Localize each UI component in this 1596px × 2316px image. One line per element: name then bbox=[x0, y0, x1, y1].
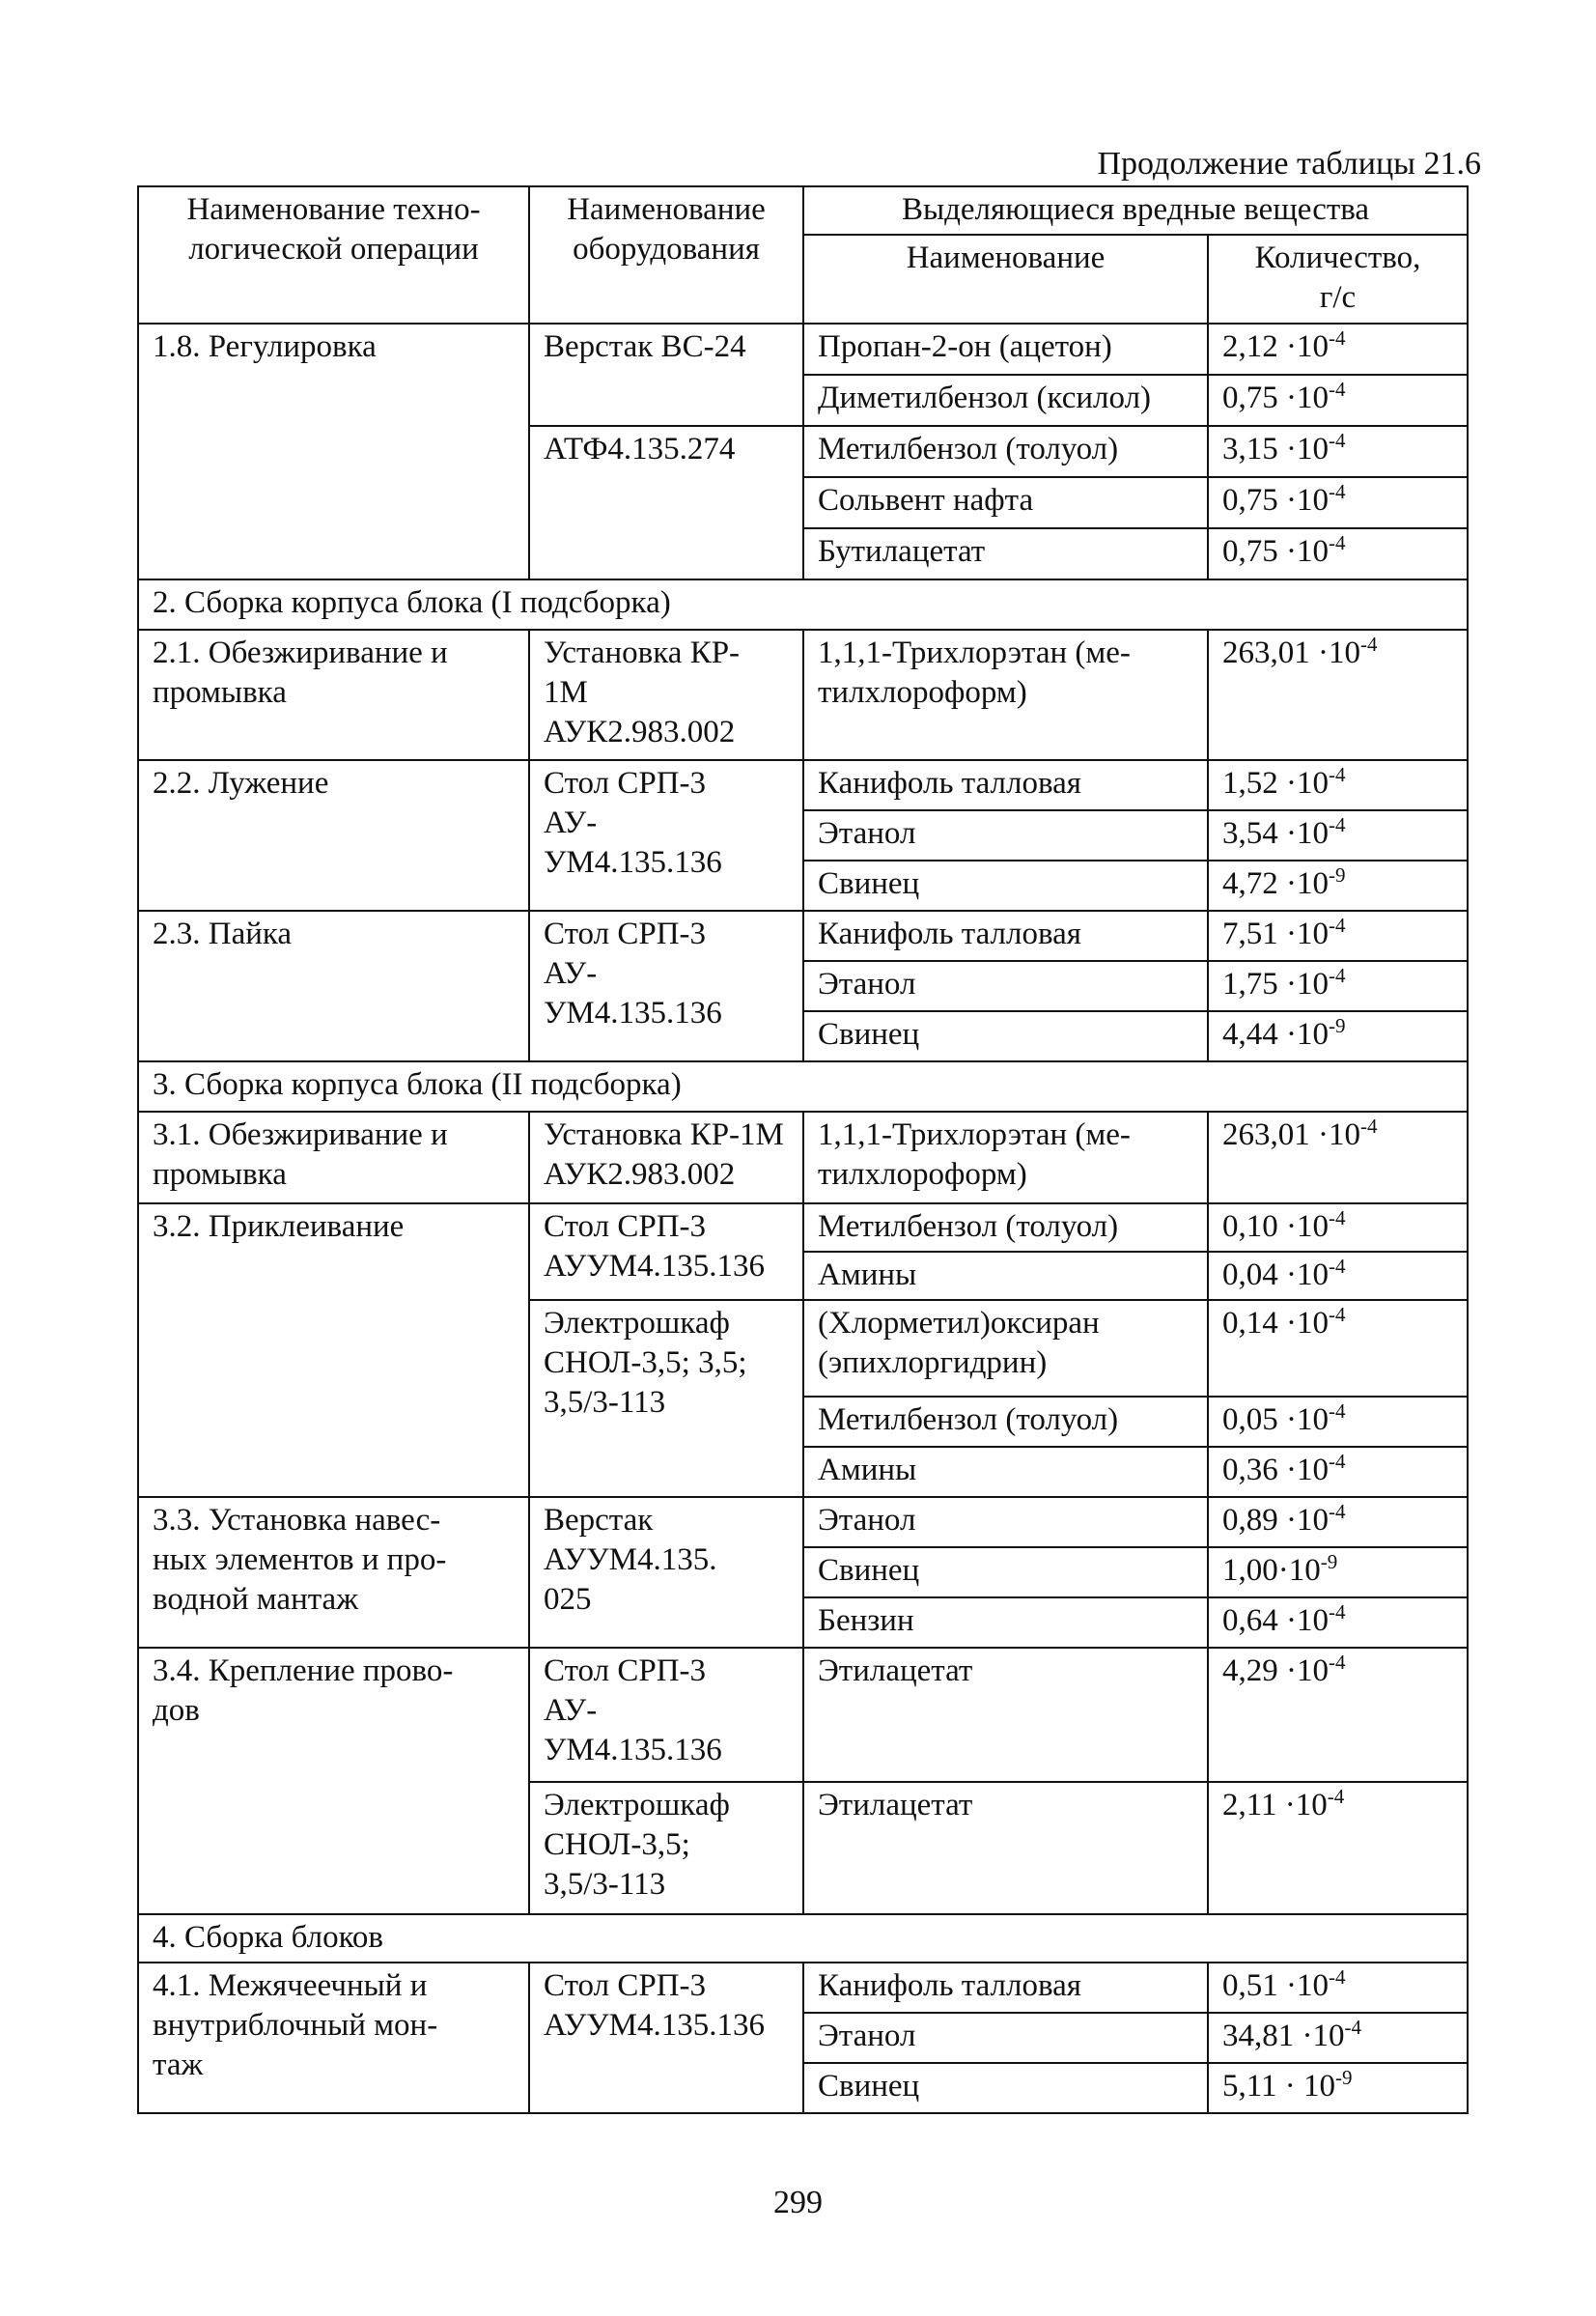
operation-cell: 2.3. Пайка bbox=[138, 911, 529, 1061]
table-row bbox=[138, 1112, 1468, 1203]
quantity-cell: $0,10 \cdot 10^{-4}$ bbox=[1208, 1203, 1468, 1252]
equipment-cell: Стол СРП-3 АУ- УМ4.135.136 bbox=[529, 1648, 803, 1782]
quantity-cell: $2,11 \cdot 10^{-4}$ bbox=[1208, 1782, 1468, 1914]
substance-cell: Свинец bbox=[803, 1011, 1208, 1061]
table-row bbox=[138, 1203, 1468, 1252]
substance-cell: Амины bbox=[803, 1252, 1208, 1300]
operation-cell: 3.3. Установка навес- ных элементов и про- водной мантаж bbox=[138, 1497, 529, 1648]
substance-cell: 1,1,1-Трихлорэтан (ме- тилхлороформ) bbox=[803, 630, 1208, 760]
quantity-cell: $2,12 \cdot 10^{-4}$ bbox=[1208, 324, 1468, 375]
substance-cell: Диметилбензол (ксилол) bbox=[803, 375, 1208, 426]
table-row bbox=[138, 911, 1468, 961]
quantity-cell: $0,51 \cdot 10^{-4}$ bbox=[1208, 1963, 1468, 2013]
substance-cell: Метилбензол (толуол) bbox=[803, 1397, 1208, 1447]
quantity-cell: $263,01 \cdot 10^{-4}$ bbox=[1208, 630, 1468, 760]
substance-cell: Канифоль талловая bbox=[803, 911, 1208, 961]
substance-cell: Свинец bbox=[803, 2063, 1208, 2113]
table-row bbox=[138, 760, 1468, 810]
substance-cell: Метилбензол (толуол) bbox=[803, 426, 1208, 477]
substance-cell: Этанол bbox=[803, 2013, 1208, 2063]
substance-cell: Этанол bbox=[803, 1497, 1208, 1547]
section-row bbox=[138, 1914, 1468, 1963]
table-row bbox=[138, 630, 1468, 760]
quantity-cell: $0,75 \cdot 10^{-4}$ bbox=[1208, 528, 1468, 579]
quantity-cell: $3,54 \cdot 10^{-4}$ bbox=[1208, 810, 1468, 861]
substance-cell: Амины bbox=[803, 1447, 1208, 1497]
quantity-cell: $4,29 \cdot 10^{-4}$ bbox=[1208, 1648, 1468, 1782]
substance-cell: Метилбензол (толуол) bbox=[803, 1203, 1208, 1252]
substance-cell: Этанол bbox=[803, 961, 1208, 1011]
quantity-cell: $263,01 \cdot 10^{-4}$ bbox=[1208, 1112, 1468, 1203]
quantity-cell: $7,51 \cdot 10^{-4}$ bbox=[1208, 911, 1468, 961]
table-row bbox=[138, 1497, 1468, 1547]
header-emissions: Выделяющиеся вредные вещества bbox=[803, 186, 1468, 235]
equipment-cell: Электрошкаф СНОЛ-3,5; 3,5; 3,5/3-113 bbox=[529, 1300, 803, 1497]
operation-cell: 4.1. Межячеечный и внутриблочный мон- таж bbox=[138, 1963, 529, 2113]
quantity-cell: $1,75 \cdot 10^{-4}$ bbox=[1208, 961, 1468, 1011]
substance-cell: Свинец bbox=[803, 1547, 1208, 1597]
quantity-cell: $4,72 \cdot 10^{-9}$ bbox=[1208, 861, 1468, 911]
section-title: 2. Сборка корпуса блока (I подсборка) bbox=[138, 579, 1468, 630]
equipment-cell: Установка КР- 1М АУК2.983.002 bbox=[529, 630, 803, 760]
quantity-cell: $1,00\cdot 10^{-9}$ bbox=[1208, 1547, 1468, 1597]
quantity-cell: $3,15 \cdot 10^{-4}$ bbox=[1208, 426, 1468, 477]
section-row bbox=[138, 579, 1468, 630]
substance-cell: Этилацетат bbox=[803, 1648, 1208, 1782]
table-continuation-caption: Продолжение таблицы 21.6 bbox=[1097, 146, 1481, 182]
substance-cell: 1,1,1-Трихлорэтан (ме- тилхлороформ) bbox=[803, 1112, 1208, 1203]
operation-cell: 3.2. Приклеивание bbox=[138, 1203, 529, 1497]
header-equipment: Наименование оборудования bbox=[529, 186, 803, 324]
table-row bbox=[138, 324, 1468, 375]
quantity-cell: $0,89 \cdot 10^{-4}$ bbox=[1208, 1497, 1468, 1547]
quantity-cell: $5,11 \cdot 10^{-9}$ bbox=[1208, 2063, 1468, 2113]
operation-cell: 2.2. Лужение bbox=[138, 760, 529, 911]
quantity-cell: $1,52 \cdot 10^{-4}$ bbox=[1208, 760, 1468, 810]
header-row bbox=[138, 186, 1468, 235]
quantity-cell: $0,05 \cdot 10^{-4}$ bbox=[1208, 1397, 1468, 1447]
equipment-cell: Стол СРП-3 АУ- УМ4.135.136 bbox=[529, 760, 803, 911]
section-title: 3. Сборка корпуса блока (II подсборка) bbox=[138, 1061, 1468, 1112]
section-title: 4. Сборка блоков bbox=[138, 1914, 1468, 1963]
substance-cell: Свинец bbox=[803, 861, 1208, 911]
table-row bbox=[138, 1648, 1468, 1782]
header-substance: Наименование bbox=[803, 235, 1208, 324]
operation-cell: 2.1. Обезжиривание и промывка bbox=[138, 630, 529, 760]
substance-cell: Бутилацетат bbox=[803, 528, 1208, 579]
substance-cell: Пропан-2-он (ацетон) bbox=[803, 324, 1208, 375]
substance-cell: Бензин bbox=[803, 1597, 1208, 1648]
emissions-table bbox=[137, 185, 1469, 2114]
quantity-cell: $34,81 \cdot 10^{-4}$ bbox=[1208, 2013, 1468, 2063]
quantity-cell: $0,36 \cdot 10^{-4}$ bbox=[1208, 1447, 1468, 1497]
equipment-cell: Верстак ВС-24 bbox=[529, 324, 803, 426]
substance-cell: Этилацетат bbox=[803, 1782, 1208, 1914]
quantity-cell: $4,44 \cdot 10^{-9}$ bbox=[1208, 1011, 1468, 1061]
equipment-cell: Стол СРП-3 АУУМ4.135.136 bbox=[529, 1203, 803, 1300]
substance-cell: Этанол bbox=[803, 810, 1208, 861]
equipment-cell: Установка КР-1М АУК2.983.002 bbox=[529, 1112, 803, 1203]
substance-cell: Канифоль талловая bbox=[803, 760, 1208, 810]
operation-cell: 3.1. Обезжиривание и промывка bbox=[138, 1112, 529, 1203]
section-row bbox=[138, 1061, 1468, 1112]
operation-cell: 3.4. Крепление прово- дов bbox=[138, 1648, 529, 1914]
equipment-cell: Электрошкаф СНОЛ-3,5; 3,5/3-113 bbox=[529, 1782, 803, 1914]
quantity-cell: $0,75 \cdot 10^{-4}$ bbox=[1208, 375, 1468, 426]
operation-cell: 1.8. Регулировка bbox=[138, 324, 529, 579]
page-number: 299 bbox=[773, 2185, 823, 2220]
header-quantity: Количество, г/с bbox=[1208, 235, 1468, 324]
equipment-cell: Верстак АУУМ4.135. 025 bbox=[529, 1497, 803, 1648]
header-operation: Наименование техно- логической операции bbox=[138, 186, 529, 324]
substance-cell: Канифоль талловая bbox=[803, 1963, 1208, 2013]
equipment-cell: Стол СРП-3 АУУМ4.135.136 bbox=[529, 1963, 803, 2113]
table-row bbox=[138, 1963, 1468, 2013]
quantity-cell: $0,75 \cdot 10^{-4}$ bbox=[1208, 477, 1468, 528]
quantity-cell: $0,64 \cdot 10^{-4}$ bbox=[1208, 1597, 1468, 1648]
equipment-cell: Стол СРП-3 АУ- УМ4.135.136 bbox=[529, 911, 803, 1061]
quantity-cell: $0,14 \cdot 10^{-4}$ bbox=[1208, 1300, 1468, 1397]
substance-cell: Сольвент нафта bbox=[803, 477, 1208, 528]
quantity-cell: $0,04 \cdot 10^{-4}$ bbox=[1208, 1252, 1468, 1300]
substance-cell: (Хлорметил)оксиран (эпихлоргидрин) bbox=[803, 1300, 1208, 1397]
equipment-cell: АТФ4.135.274 bbox=[529, 426, 803, 579]
